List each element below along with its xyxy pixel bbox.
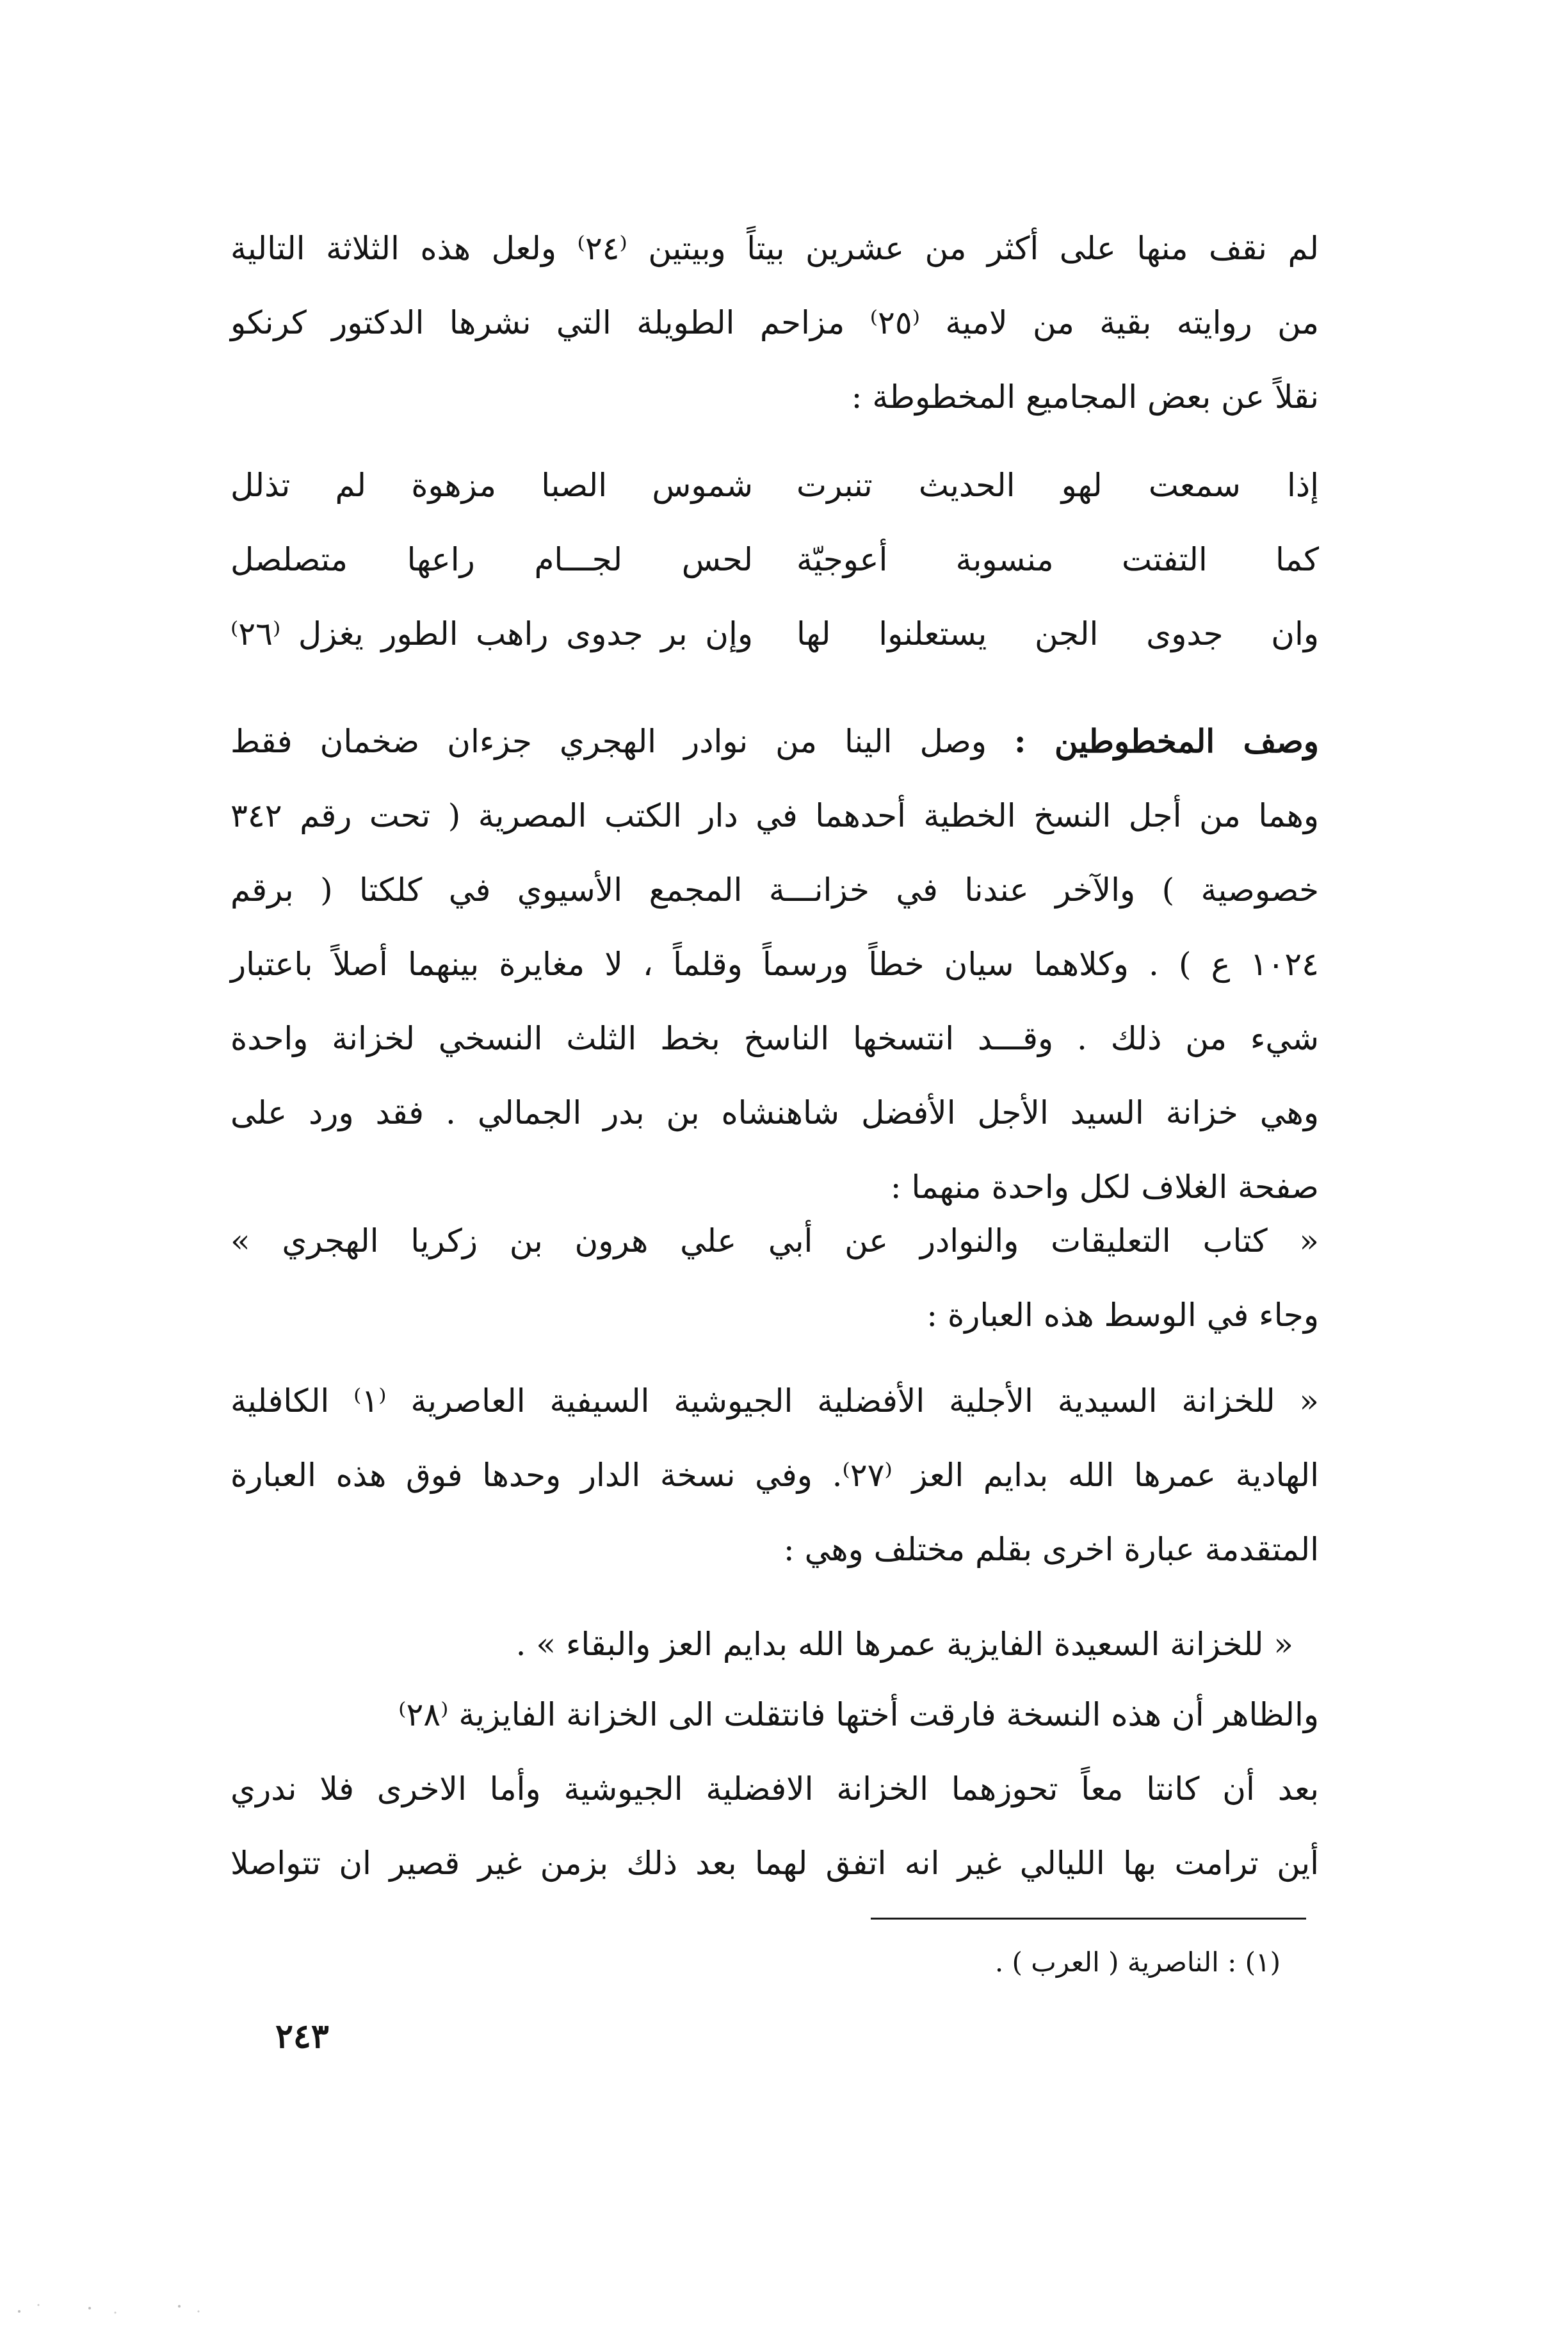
text-line: « للخزانة السيدية الأجلية الأفضلية الجيوشية السيفية العاصرية ⁽١⁾ الكافلية	[230, 1382, 1319, 1419]
verse-second-half: شموس الصبا مزهوة لم تذلل	[230, 467, 753, 504]
text-line: والظاهر أن هذه النسخة فارقت أختها فانتقلت الى الخزانة الفايزية ⁽٢٨⁾	[398, 1696, 1319, 1733]
paragraph-intro	[230, 211, 1319, 434]
scan-specks	[13, 2292, 269, 2318]
text-line: خصوصية ) والآخر عندنا في خزانـــة المجمع الأسيوي في كلكتا ( برقم	[230, 871, 1319, 909]
poem-verse	[230, 522, 1319, 597]
paragraph-manuscripts	[230, 704, 1319, 1224]
footnote-divider	[871, 1918, 1306, 1920]
poem-verse	[230, 448, 1319, 522]
text-line: « للخزانة السعيدة الفايزية عمرها الله بدايم العز والبقاء » .	[515, 1626, 1293, 1663]
verse-first-half: إذا سمعت لهو الحديث تنبرت	[796, 467, 1319, 504]
quote-title	[230, 1204, 1319, 1352]
text-line: بعد أن كانتا معاً تحوزهما الخزانة الافضلية الجيوشية وأما الاخرى فلا ندري	[230, 1770, 1319, 1807]
text-line: وهي خزانة السيد الأجل الأفضل شاهنشاه بن بدر الجمالي . فقد ورد على	[230, 1094, 1319, 1131]
verse-first-half: كما التفتت منسوبة أعوجيّة	[796, 541, 1319, 578]
text-line: أين ترامت بها الليالي غير انه اتفق لهما بعد ذلك بزمن غير قصير ان تتواصلا	[230, 1845, 1319, 1882]
poem-verses	[230, 448, 1319, 671]
footnote: (١) : الناصرية ( العرب ) .	[994, 1946, 1281, 1978]
text-line: من روايته بقية من لامية ⁽٢٥⁾ مزاحم الطويلة التي نشرها الدكتور كرنكو	[230, 304, 1320, 341]
text-line: نقلاً عن بعض المجاميع المخطوطة :	[851, 378, 1319, 416]
quote-second-inscription	[230, 1607, 1319, 1681]
text-line: وهما من أجل النسخ الخطية أحدهما في دار الكتب المصرية ( تحت رقم ٣٤٢	[230, 797, 1319, 834]
text-line	[230, 704, 1319, 779]
poem-verse	[230, 597, 1319, 671]
paragraph-conclusion	[230, 1678, 1319, 1900]
quote-inscription	[230, 1364, 1319, 1587]
text-line: شيء من ذلك . وقـــد انتسخها الناسخ بخط الثلث النسخي لخزانة واحدة	[230, 1020, 1319, 1057]
page-number: ٢٤٣	[275, 2017, 329, 2056]
text-line-content: وصل الينا من نوادر الهجري جزءان ضخمان فقط	[230, 723, 987, 760]
text-line: وجاء في الوسط هذه العبارة :	[926, 1297, 1319, 1334]
text-line: « كتاب التعليقات والنوادر عن أبي علي هرون بن زكريا الهجري »	[230, 1222, 1319, 1259]
verse-second-half: وإن بر جدوى راهب الطور يغزل ⁽٢٦⁾	[230, 615, 753, 652]
verse-first-half: وان جدوى الجن يستعلنوا لها	[796, 615, 1319, 652]
text-line: صفحة الغلاف لكل واحدة منهما :	[890, 1168, 1319, 1206]
text-line: المتقدمة عبارة اخرى بقلم مختلف وهي :	[783, 1531, 1319, 1568]
verse-second-half: لحس لجـــام راعها متصلصل	[230, 541, 753, 578]
text-line: الهادية عمرها الله بدايم العز ⁽٢٧⁾. وفي نسخة الدار وحدها فوق هذه العبارة	[230, 1457, 1319, 1494]
section-heading: وصف المخطوطين :	[1014, 722, 1319, 760]
text-line: ١٠٢٤ ع ) . وكلاهما سيان خطاً ورسماً وقلماً ، لا مغايرة بينهما أصلاً باعتبار	[230, 946, 1319, 983]
text-line: لم نقف منها على أكثر من عشرين بيتاً وبيتين ⁽٢٤⁾ ولعل هذه الثلاثة التالية	[230, 230, 1319, 267]
